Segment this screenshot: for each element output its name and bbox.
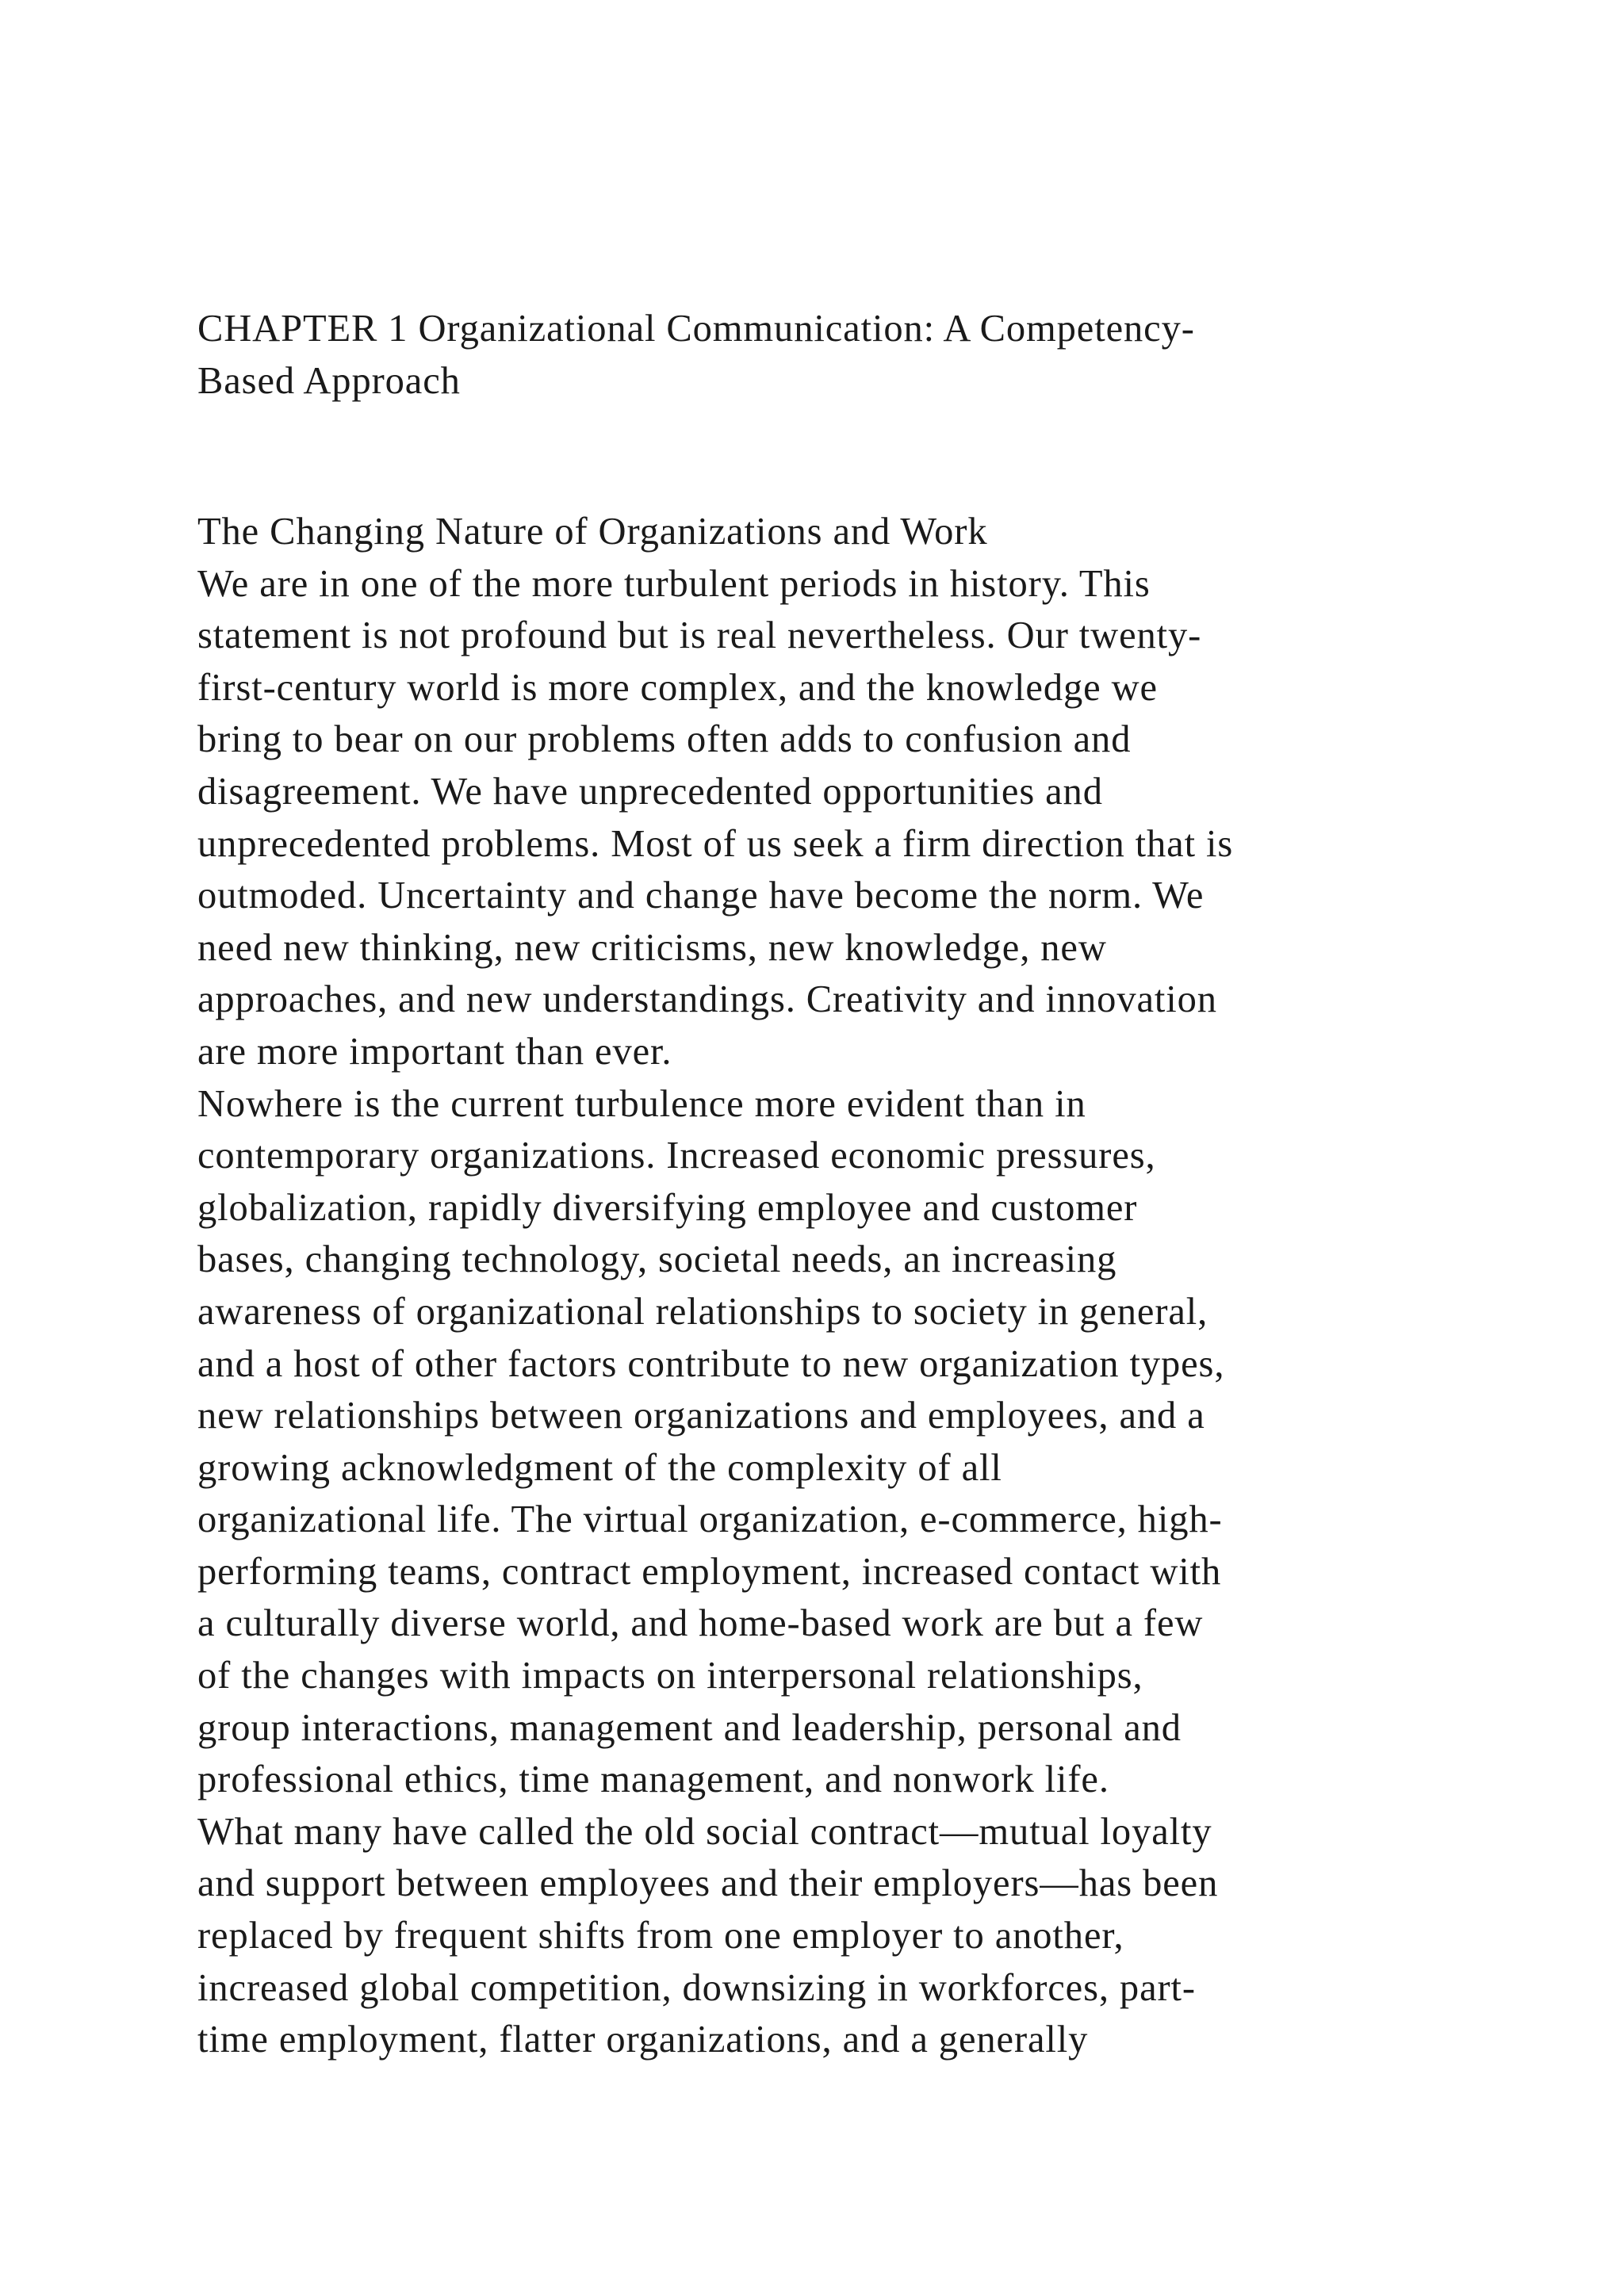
paragraph-line: group interactions, management and leadership, personal and <box>197 1706 1182 1749</box>
paragraph-line: of the changes with impacts on interpersonal relationships, <box>197 1655 1143 1697</box>
paragraph-line: performing teams, contract employment, increased contact with <box>197 1550 1222 1593</box>
paragraph-line: outmoded. Uncertainty and change have become the norm. We <box>197 874 1205 917</box>
paragraph-line: globalization, rapidly diversifying employee and customer <box>197 1186 1138 1229</box>
paragraph-line: We are in one of the more turbulent periods in history. This <box>197 562 1151 605</box>
body-text <box>197 506 1498 2066</box>
section-heading: The Changing Nature of Organizations and Work <box>197 511 988 553</box>
paragraph-3 <box>197 1806 1498 2066</box>
paragraph-line: bases, changing technology, societal needs, an increasing <box>197 1238 1117 1281</box>
paragraph-line: statement is not profound but is real nevertheless. Our twenty- <box>197 614 1202 657</box>
paragraph-line: disagreement. We have unprecedented opportunities and <box>197 770 1103 813</box>
paragraph-line: and a host of other factors contribute to new organization types, <box>197 1342 1225 1385</box>
paragraph-line: Nowhere is the current turbulence more evident than in <box>197 1082 1086 1125</box>
paragraph-line: are more important than ever. <box>197 1030 672 1073</box>
paragraph-line: a culturally diverse world, and home-based work are but a few <box>197 1602 1204 1645</box>
paragraph-line: professional ethics, time management, and nonwork life. <box>197 1758 1109 1801</box>
paragraph-line: need new thinking, new criticisms, new knowledge, new <box>197 926 1107 969</box>
paragraph-line: time employment, flatter organizations, and a generally <box>197 2019 1089 2061</box>
paragraph-line: replaced by frequent shifts from one employer to another, <box>197 1915 1124 1957</box>
chapter-title <box>197 303 1498 407</box>
title-line: Based Approach <box>197 359 461 402</box>
title-line: CHAPTER 1 Organizational Communication: A Competency- <box>197 308 1195 350</box>
paragraph-line: What many have called the old social contract—mutual loyalty <box>197 1810 1212 1853</box>
paragraph-line: contemporary organizations. Increased economic pressures, <box>197 1135 1156 1177</box>
paragraph-line: organizational life. The virtual organization, e-commerce, high- <box>197 1498 1223 1541</box>
paragraph-line: and support between employees and their employers—has been <box>197 1862 1219 1905</box>
paragraph-line: new relationships between organizations and employees, and a <box>197 1395 1205 1437</box>
paragraph-line: awareness of organizational relationships to society in general, <box>197 1290 1208 1333</box>
paragraph-line: unprecedented problems. Most of us seek a firm direction that is <box>197 822 1234 865</box>
paragraph-line: first-century world is more complex, and the knowledge we <box>197 666 1158 709</box>
paragraph-line: increased global competition, downsizing in workforces, part- <box>197 1966 1196 2009</box>
paragraph-line: growing acknowledgment of the complexity of all <box>197 1446 1002 1489</box>
paragraph-1 <box>197 558 1498 1078</box>
paragraph-line: bring to bear on our problems often adds to confusion and <box>197 718 1132 761</box>
paragraph-2 <box>197 1078 1498 1806</box>
paragraph-line: approaches, and new understandings. Creativity and innovation <box>197 978 1217 1021</box>
